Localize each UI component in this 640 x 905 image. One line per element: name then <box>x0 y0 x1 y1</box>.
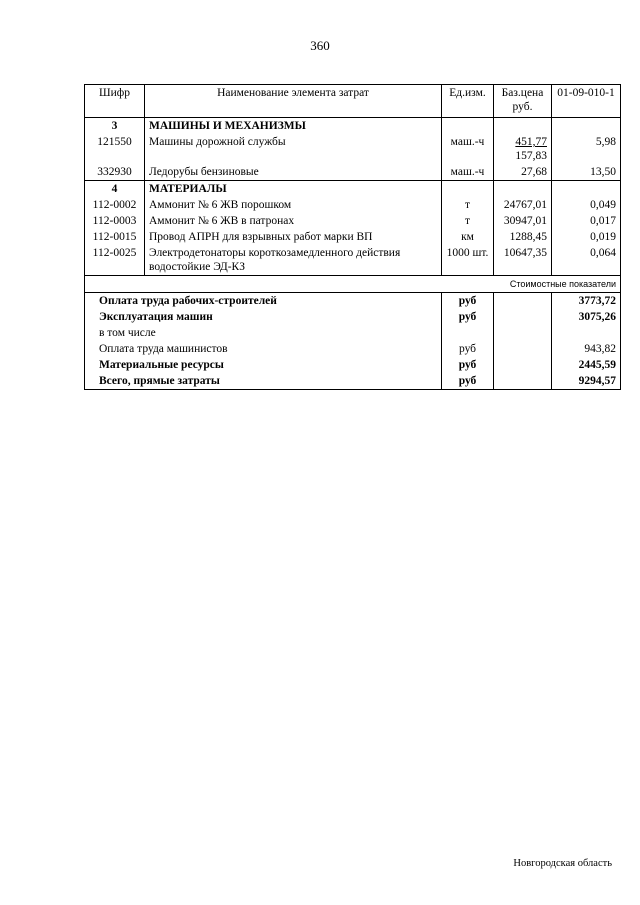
row-name: Ледорубы бензиновые <box>145 164 442 181</box>
row-unit: маш.-ч <box>442 134 494 164</box>
section-header <box>85 118 621 135</box>
row-code: 112-0002 <box>85 197 145 213</box>
summary-unit: руб <box>442 309 494 325</box>
summary-unit: руб <box>442 293 494 310</box>
row-unit: т <box>442 213 494 229</box>
header-code: Шифр <box>85 85 145 118</box>
row-value: 0,017 <box>552 213 621 229</box>
row-price: 30947,01 <box>494 213 552 229</box>
table-row <box>85 229 621 245</box>
summary-value: 943,82 <box>552 341 621 357</box>
row-code: 121550 <box>85 134 145 164</box>
row-price: 10647,35 <box>494 245 552 276</box>
section-title: МАШИНЫ И МЕХАНИЗМЫ <box>145 118 442 135</box>
summary-label: Всего, прямые затраты <box>85 373 442 390</box>
table-header <box>85 85 621 118</box>
summary-row <box>85 293 621 310</box>
table-row <box>85 164 621 181</box>
summary-row <box>85 357 621 373</box>
row-unit: т <box>442 197 494 213</box>
row-price <box>494 134 552 164</box>
row-value: 0,019 <box>552 229 621 245</box>
row-price-secondary: 157,83 <box>515 150 547 162</box>
row-unit: 1000 шт. <box>442 245 494 276</box>
section-number: 3 <box>85 118 145 135</box>
summary-label: Эксплуатация машин <box>85 309 442 325</box>
table-row <box>85 245 621 276</box>
summary-value <box>552 325 621 341</box>
row-code: 112-0003 <box>85 213 145 229</box>
summary-label: Материальные ресурсы <box>85 357 442 373</box>
row-unit: км <box>442 229 494 245</box>
row-unit: маш.-ч <box>442 164 494 181</box>
header-unit: Ед.изм. <box>442 85 494 118</box>
header-price: Баз.цена руб. <box>494 85 552 118</box>
row-value: 13,50 <box>552 164 621 181</box>
table-row <box>85 197 621 213</box>
row-name: Машины дорожной службы <box>145 134 442 164</box>
footer-region: Новгородская область <box>513 858 612 869</box>
summary-row <box>85 325 621 341</box>
summary-unit: руб <box>442 357 494 373</box>
summary-row <box>85 309 621 325</box>
summary-value: 3075,26 <box>552 309 621 325</box>
cost-indicators-header <box>85 276 621 293</box>
section-number: 4 <box>85 181 145 198</box>
summary-row <box>85 373 621 390</box>
row-value: 0,049 <box>552 197 621 213</box>
summary-value: 3773,72 <box>552 293 621 310</box>
summary-unit: руб <box>442 341 494 357</box>
row-name: Провод АПРН для взрывных работ марки ВП <box>145 229 442 245</box>
summary-label: Оплата труда машинистов <box>85 341 442 357</box>
summary-unit <box>442 325 494 341</box>
summary-label: Оплата труда рабочих-строителей <box>85 293 442 310</box>
row-name: Аммонит № 6 ЖВ порошком <box>145 197 442 213</box>
page-number: 360 <box>310 38 330 53</box>
row-name: Электродетонаторы короткозамедленного действия водостойкие ЭД-КЗ <box>145 245 442 276</box>
row-code: 332930 <box>85 164 145 181</box>
header-name: Наименование элемента затрат <box>145 85 442 118</box>
row-value: 5,98 <box>552 134 621 164</box>
row-code: 112-0025 <box>85 245 145 276</box>
section-header <box>85 181 621 198</box>
summary-value: 2445,59 <box>552 357 621 373</box>
row-price: 1288,45 <box>494 229 552 245</box>
row-price: 27,68 <box>494 164 552 181</box>
summary-unit: руб <box>442 373 494 390</box>
table-row <box>85 134 621 164</box>
section-title: МАТЕРИАЛЫ <box>145 181 442 198</box>
summary-value: 9294,57 <box>552 373 621 390</box>
cost-indicators-label: Стоимостные показатели <box>85 276 621 293</box>
row-price: 24767,01 <box>494 197 552 213</box>
table-row <box>85 213 621 229</box>
summary-row <box>85 341 621 357</box>
header-norm: 01-09-010-1 <box>552 85 621 118</box>
summary-label: в том числе <box>85 325 442 341</box>
row-value: 0,064 <box>552 245 621 276</box>
cost-table <box>84 84 621 390</box>
row-code: 112-0015 <box>85 229 145 245</box>
row-name: Аммонит № 6 ЖВ в патронах <box>145 213 442 229</box>
row-price-main: 451,77 <box>515 136 547 148</box>
